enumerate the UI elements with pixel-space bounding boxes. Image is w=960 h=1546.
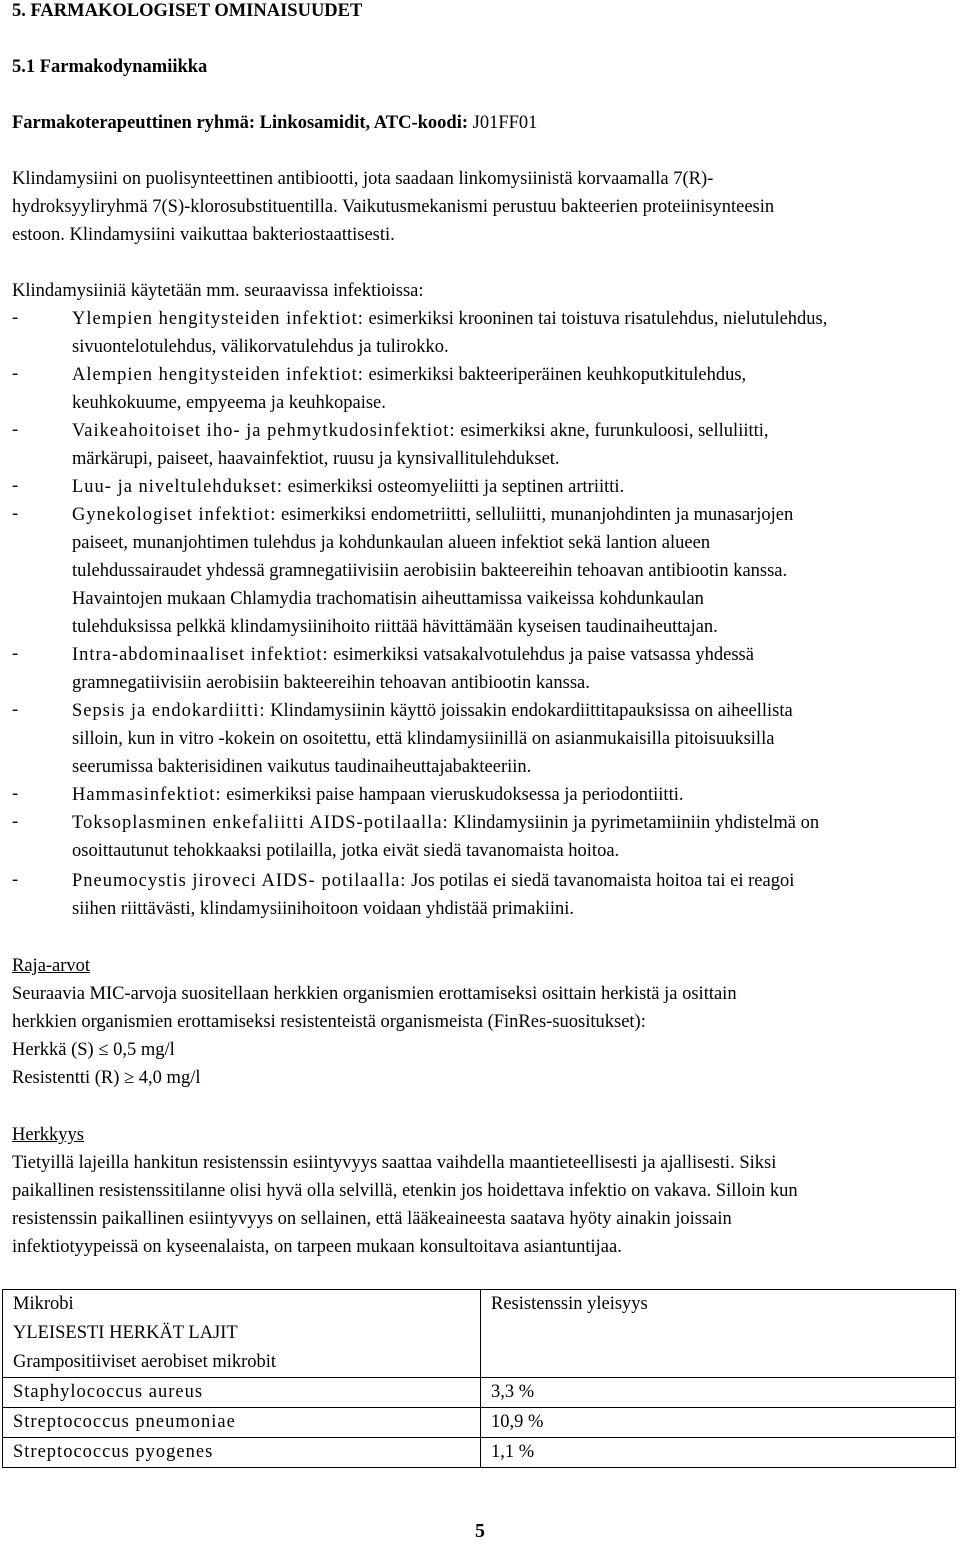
group-subheading: Grampositiiviset aerobiset mikrobit bbox=[13, 1352, 277, 1372]
herkkyys-line: resistenssin paikallinen esiintyvyys on sellainen, että lääkeaineesta saatava hyöty ainakin joissain bbox=[12, 1209, 732, 1229]
indication-line bbox=[72, 476, 624, 498]
indication-line bbox=[72, 812, 819, 834]
raja-line: Seuraavia MIC-arvoja suositellaan herkkien organismien erottamiseksi osittain herkistä ja osittain bbox=[12, 984, 737, 1004]
bullet-dash: - bbox=[12, 476, 19, 496]
bullet-dash: - bbox=[12, 812, 19, 832]
indication-line: Havaintojen mukaan Chlamydia trachomatisin aiheuttamissa vaikeissa kohdunkaulan bbox=[72, 589, 704, 609]
resistance-table bbox=[2, 1289, 956, 1468]
indication-head: Ylempien hengitysteiden infektiot: bbox=[72, 309, 364, 329]
indication-line: siihen riittävästi, klindamysiinihoitoon voidaan yhdistää primakiini. bbox=[72, 899, 575, 919]
raja-line: Herkkä (S) ≤ 0,5 mg/l bbox=[12, 1040, 175, 1060]
indication-head: Sepsis ja endokardiitti: bbox=[72, 701, 266, 721]
bullet-dash: - bbox=[12, 504, 19, 524]
indication-text: esimerkiksi paise hampaan vieruskudoksessa ja periodontiitti. bbox=[221, 785, 684, 805]
herkkyys-line: paikallinen resistenssitilanne olisi hyvä olla selvillä, etenkin jos hoidettava infektio on vakava. Silloin kun bbox=[12, 1181, 798, 1201]
indication-text: Klindamysiinin ja pyrimetamiiniin yhdistelmä on bbox=[448, 813, 820, 833]
bullet-dash: - bbox=[12, 700, 19, 720]
resistance-cell: 1,1 % bbox=[481, 1438, 956, 1468]
indication-head: Hammasinfektiot: bbox=[72, 785, 222, 805]
raja-line: Resistentti (R) ≥ 4,0 mg/l bbox=[12, 1068, 201, 1088]
bullet-dash: - bbox=[12, 420, 19, 440]
herkkyys-heading: Herkkyys bbox=[12, 1125, 84, 1145]
resistance-cell: 10,9 % bbox=[481, 1408, 956, 1438]
bullet-dash: - bbox=[12, 364, 19, 384]
intro-line: hydroksyyliryhmä 7(S)-klorosubstituentilla. Vaikutusmekanismi perustuu bakteerien proteiinisynteesin bbox=[12, 197, 775, 217]
indication-text: esimerkiksi endometriitti, selluliitti, munanjohdinten ja munasarjojen bbox=[276, 505, 794, 525]
indication-text: esimerkiksi krooninen tai toistuva risatulehdus, nielutulehdus, bbox=[363, 309, 828, 329]
microbe-cell: Staphylococcus aureus bbox=[3, 1378, 481, 1408]
bullet-dash: - bbox=[12, 644, 19, 664]
bullet-dash: - bbox=[12, 870, 19, 890]
raja-heading: Raja-arvot bbox=[12, 956, 91, 976]
indication-head: Pneumocystis jiroveci AIDS- potilaalla: bbox=[72, 871, 407, 891]
indication-text: Klindamysiinin käyttö joissakin endokardiittitapauksissa on aiheellista bbox=[265, 701, 793, 721]
microbe-cell: Streptococcus pyogenes bbox=[3, 1438, 481, 1468]
indication-text: esimerkiksi bakteeriperäinen keuhkoputkitulehdus, bbox=[363, 365, 747, 385]
indication-head: Toksoplasminen enkefaliitti AIDS-potilaalla: bbox=[72, 813, 449, 833]
indication-line: paiseet, munanjohtimen tulehdus ja kohdunkaulan alueen infektiot sekä lantion alueen bbox=[72, 533, 711, 553]
group-line bbox=[12, 112, 537, 134]
table-row bbox=[3, 1378, 956, 1408]
indication-line bbox=[72, 700, 793, 722]
section-title: 5. FARMAKOLOGISET OMINAISUUDET bbox=[12, 1, 363, 21]
table-header-row bbox=[3, 1290, 956, 1378]
indication-line: osoittautunut tehokkaaksi potilailla, jotka eivät siedä tavanomaista hoitoa. bbox=[72, 841, 620, 861]
indication-head: Luu- ja niveltulehdukset: bbox=[72, 477, 283, 497]
bullet-dash: - bbox=[12, 308, 19, 328]
indication-line: tulehdussairaudet yhdessä gramnegatiivisiin aerobisiin bakteereihin tehoavan antibiootin kanssa. bbox=[72, 561, 788, 581]
indication-line: gramnegatiivisiin aerobisiin bakteereihin tehoavan antibiootin kanssa. bbox=[72, 673, 590, 693]
indication-line: silloin, kun in vitro -kokein on osoitettu, että klindamysiinillä on asianmukaisilla pitoisuuksilla bbox=[72, 729, 775, 749]
table-cell bbox=[481, 1290, 956, 1378]
indication-line bbox=[72, 644, 754, 666]
indication-head: Intra-abdominaaliset infektiot: bbox=[72, 645, 329, 665]
indication-text: esimerkiksi osteomyeliitti ja septinen artriitti. bbox=[283, 477, 625, 497]
table-row bbox=[3, 1408, 956, 1438]
indication-line bbox=[72, 504, 793, 526]
intro-line: estoon. Klindamysiini vaikuttaa bakteriostaattisesti. bbox=[12, 225, 395, 245]
column-header-resistance: Resistenssin yleisyys bbox=[491, 1294, 648, 1314]
raja-line: herkkien organismien erottamiseksi resistenteistä organismeista (FinRes-suositukset): bbox=[12, 1012, 646, 1032]
column-header-microbe: Mikrobi bbox=[13, 1294, 74, 1314]
indication-head: Alempien hengitysteiden infektiot: bbox=[72, 365, 364, 385]
indication-line bbox=[72, 308, 827, 330]
indication-head: Vaikeahoitoiset iho- ja pehmytkudosinfektiot: bbox=[72, 421, 456, 441]
group-heading: YLEISESTI HERKÄT LAJIT bbox=[13, 1323, 238, 1343]
indication-line: tulehduksissa pelkkä klindamysiinihoito riittää hävittämään kyseisen taudinaiheuttajan. bbox=[72, 617, 718, 637]
table-row bbox=[3, 1438, 956, 1468]
indication-line bbox=[72, 870, 794, 892]
indication-text: esimerkiksi akne, furunkuloosi, selluliitti, bbox=[455, 421, 769, 441]
indication-line: sivuontelotulehdus, välikorvatulehdus ja tulirokko. bbox=[72, 337, 449, 357]
indication-line: keuhkokuume, empyeema ja keuhkopaise. bbox=[72, 393, 386, 413]
indication-line bbox=[72, 784, 683, 806]
microbe-cell: Streptococcus pneumoniae bbox=[3, 1408, 481, 1438]
intro-line: Klindamysiini on puolisynteettinen antibiootti, jota saadaan linkomysiinistä korvaamalla 7(R)- bbox=[12, 169, 714, 189]
table-cell bbox=[3, 1290, 481, 1378]
indication-text: Jos potilas ei siedä tavanomaista hoitoa tai ei reagoi bbox=[406, 871, 795, 891]
group-code: J01FF01 bbox=[468, 113, 538, 133]
page-number: 5 bbox=[475, 1520, 485, 1542]
herkkyys-line: infektiotyypeissä on kyseenalaista, on tarpeen mukaan konsultoitava asiantuntijaa. bbox=[12, 1237, 622, 1257]
herkkyys-line: Tietyillä lajeilla hankitun resistenssin esiintyvyys saattaa vaihdella maantieteellisesti ja ajallisesti. Siksi bbox=[12, 1153, 777, 1173]
bullet-dash: - bbox=[12, 784, 19, 804]
subsection-title: 5.1 Farmakodynamiikka bbox=[12, 57, 208, 77]
indication-line bbox=[72, 420, 769, 442]
uses-intro: Klindamysiiniä käytetään mm. seuraavissa infektioissa: bbox=[12, 281, 424, 301]
indication-text: esimerkiksi vatsakalvotulehdus ja paise vatsassa yhdessä bbox=[328, 645, 754, 665]
resistance-cell: 3,3 % bbox=[481, 1378, 956, 1408]
indication-line: märkärupi, paiseet, haavainfektiot, ruusu ja kynsivallitulehdukset. bbox=[72, 449, 560, 469]
group-label: Farmakoterapeuttinen ryhmä: Linkosamidit, ATC-koodi: bbox=[12, 113, 469, 133]
indication-line: seerumissa bakterisidinen vaikutus taudinaiheuttajabakteeriin. bbox=[72, 757, 532, 777]
indication-line bbox=[72, 364, 746, 386]
indication-head: Gynekologiset infektiot: bbox=[72, 505, 277, 525]
